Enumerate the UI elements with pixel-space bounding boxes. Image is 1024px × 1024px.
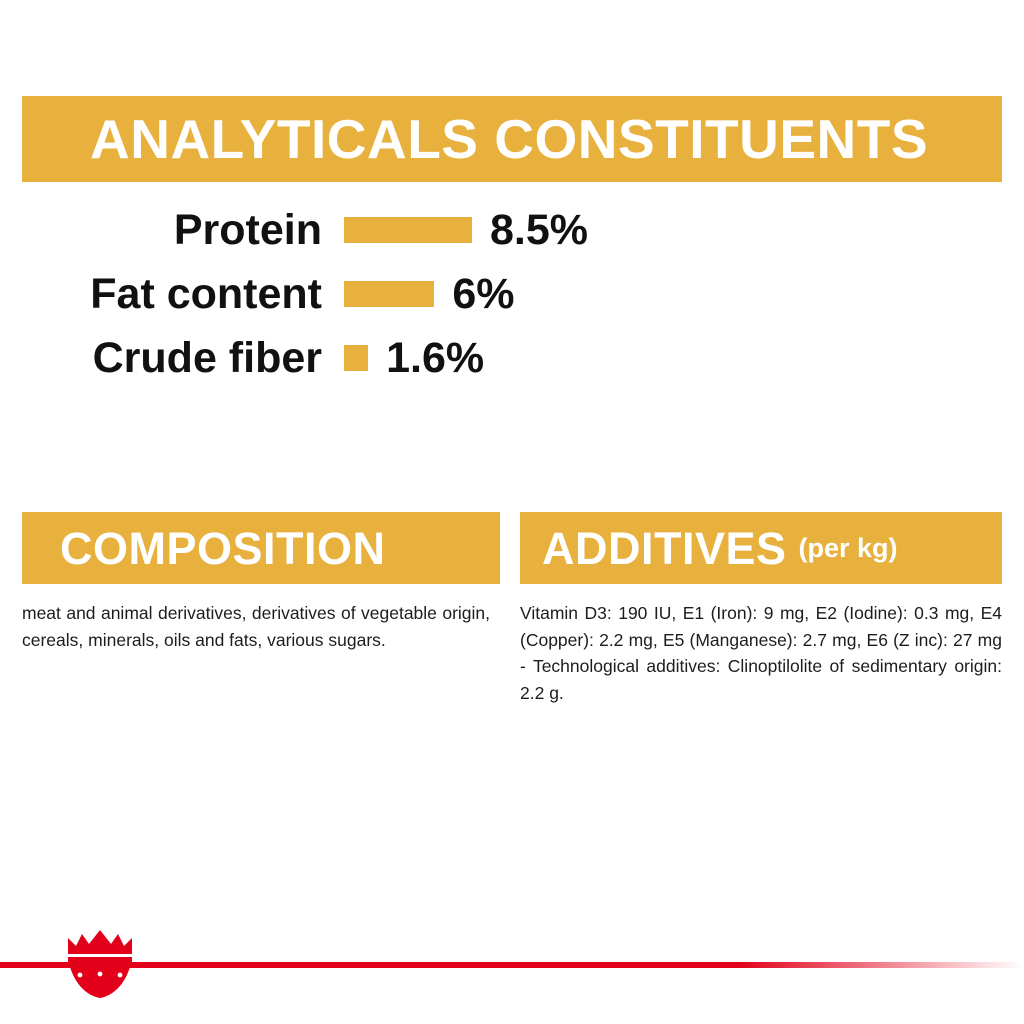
royal-canin-crown-logo-icon xyxy=(62,928,138,1000)
nutrient-row xyxy=(22,198,1002,262)
nutrient-bar xyxy=(344,345,368,371)
nutrient-row xyxy=(22,326,1002,390)
nutrient-value: 8.5% xyxy=(490,205,589,254)
nutrient-label: Crude fiber xyxy=(92,333,322,382)
additives-heading-suffix: (per kg) xyxy=(798,532,898,563)
additives-heading-label: ADDITIVES xyxy=(542,522,787,574)
additives-heading-banner xyxy=(520,512,1002,584)
additives-body-text: Vitamin D3: 190 IU, E1 (Iron): 9 mg, E2 (Iodine): 0.3 mg, E4 (Copper): 2.2 mg, E5 (Manganese): 2.7 mg, E6 (Z inc): 27 mg - Technological additives: Clinoptilolite of sedimentary origin: 2.2 g. xyxy=(520,603,1002,703)
analyticals-heading-banner xyxy=(22,96,1002,182)
analyticals-heading-label: ANALYTICALS CONSTITUENTS xyxy=(90,107,929,170)
nutrient-label: Protein xyxy=(173,205,322,254)
nutrient-row xyxy=(22,262,1002,326)
nutrient-bar xyxy=(344,217,472,243)
composition-body-text: meat and animal derivatives, derivatives of vegetable origin, cereals, minerals, oils and fats, various sugars. xyxy=(22,603,490,650)
analyticals-chart xyxy=(22,198,1002,390)
composition-heading-banner xyxy=(22,512,500,584)
nutrient-value: 6% xyxy=(452,269,515,318)
nutrient-label: Fat content xyxy=(90,269,322,318)
composition-heading-label: COMPOSITION xyxy=(60,522,386,574)
nutrient-value: 1.6% xyxy=(386,333,485,382)
nutrient-bar xyxy=(344,281,434,307)
footer-divider-rule xyxy=(0,962,1024,968)
